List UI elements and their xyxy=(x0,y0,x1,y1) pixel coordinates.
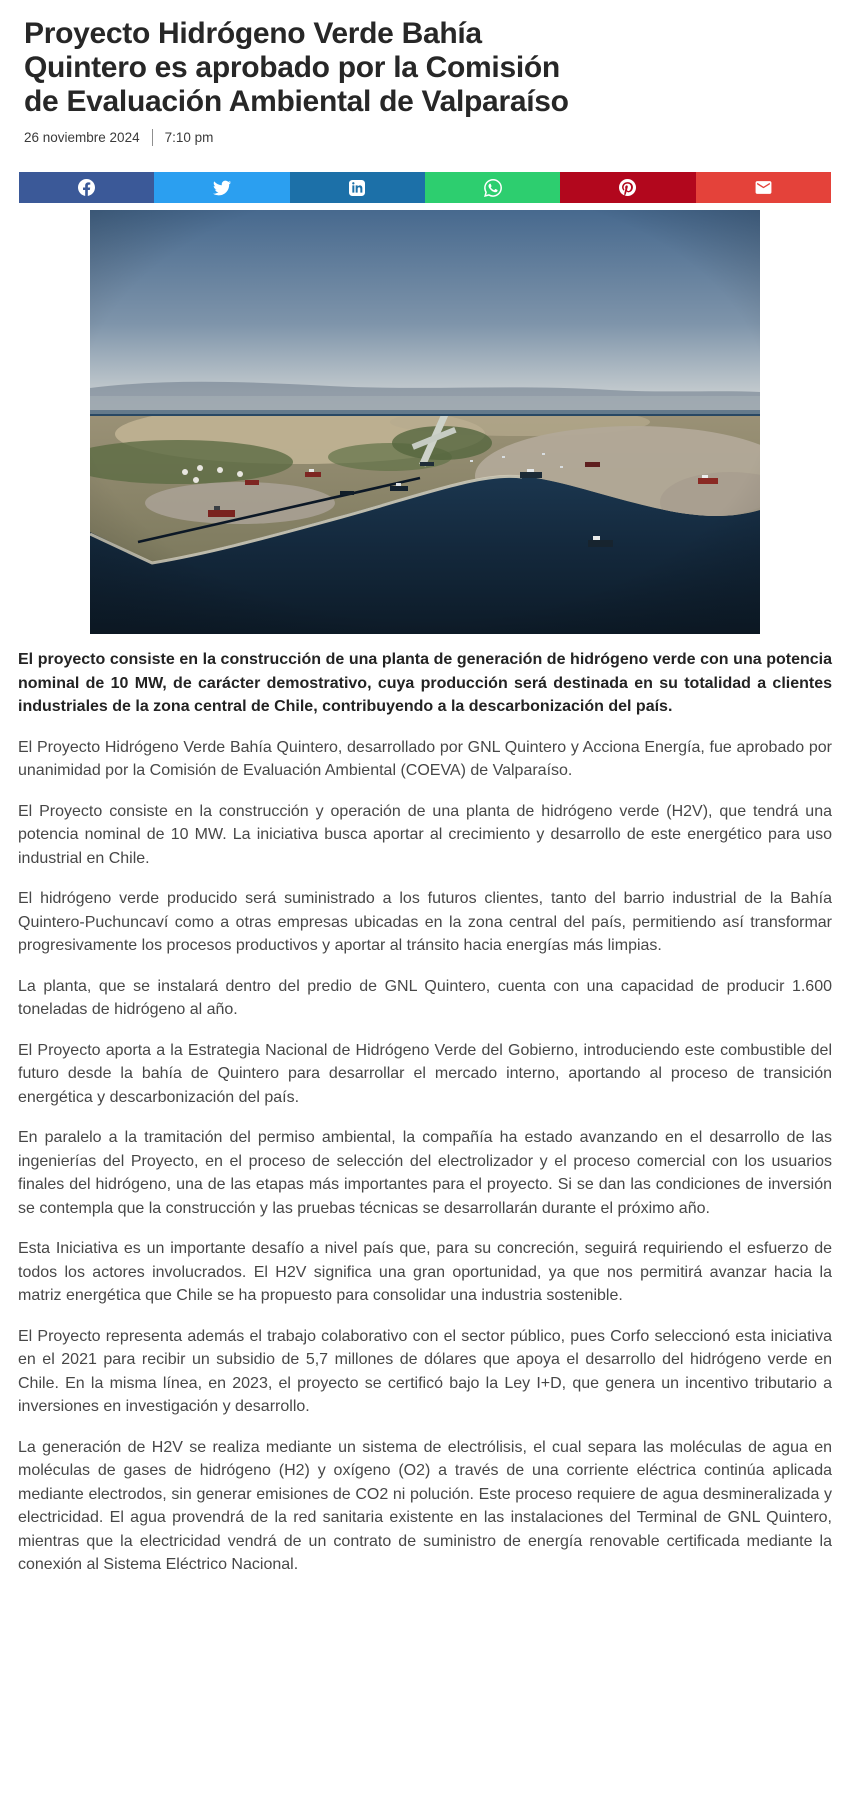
page-title-line: Proyecto Hidrógeno Verde Bahía xyxy=(24,17,482,50)
body-paragraph: El Proyecto consiste en la construcción y operación de una planta de hidrógeno verde (H2V), que tendrá una potencia nominal de 10 MW. La iniciativa busca aportar al crecimiento y desarrollo de este energético para uso industrial en Chile. xyxy=(18,802,832,867)
whatsapp-icon xyxy=(484,179,502,197)
lead-paragraph: El proyecto consiste en la construcción de una planta de generación de hidrógeno verde con una potencia nominal de 10 MW, de carácter demostrativo, cuya producción será destinada en su totalidad a clientes industriales de la zona central de Chile, contribuyendo a la descarbonización del país. xyxy=(18,651,832,715)
linkedin-icon xyxy=(349,180,365,196)
body-paragraph: El Proyecto aporta a la Estrategia Nacional de Hidrógeno Verde del Gobierno, introduciendo este combustible del futuro desde la bahía de Quintero para desarrollar el mercado interno, aportando al proceso de transición energética y descarbonización del país. xyxy=(18,1041,832,1106)
publish-time: 7:10 pm xyxy=(164,130,214,145)
meta-divider xyxy=(152,129,153,146)
body-paragraph: Esta Iniciativa es un importante desafío a nivel país que, para su concreción, seguirá requiriendo el esfuerzo de todos los actores involucrados. El H2V significa una gran oportunidad, ya que nos permitirá avanzar hacia la matriz energética que Chile se ha propuesto para consolidar una industria sostenible. xyxy=(18,1240,832,1304)
photo-vignette xyxy=(90,210,760,634)
page-title-line: Quintero es aprobado por la Comisión xyxy=(24,51,560,84)
publish-date: 26 noviembre 2024 xyxy=(24,130,140,145)
share-buttons-row xyxy=(19,172,831,203)
share-linkedin-button[interactable] xyxy=(290,172,425,203)
body-paragraph: La generación de H2V se realiza mediante un sistema de electrólisis, el cual separa las moléculas de agua en moléculas de gases de hidrógeno (H2) y oxígeno (O2) a través de una corriente eléctrica continúa aplicada mediante electrodos, sin generar emisiones de CO2 ni polución. Este proceso requiere de agua desmineralizada y electricidad. El agua provendrá de la red sanitaria existente en las instalaciones del Terminal de GNL Quintero, mientras que la electricidad vendrá de un contrato de suministro de energía renovable certificada mediante la conexión al Sistema Eléctrico Nacional. xyxy=(18,1438,832,1573)
page-title-line: de Evaluación Ambiental de Valparaíso xyxy=(24,85,569,118)
body-paragraph: El Proyecto representa además el trabajo colaborativo con el sector público, pues Corfo seleccionó esta iniciativa en el 2021 para recibir un subsidio de 5,7 millones de dólares que apoya el desarrollo del hidrógeno verde en Chile. En la misma línea, en 2023, el proyecto se certificó bajo la Ley I+D, que genera un incentivo tributario a inversiones en investigación y desarrollo. xyxy=(18,1327,832,1415)
page-title xyxy=(24,17,832,119)
body-paragraph: El hidrógeno verde producido será suministrado a los futuros clientes, tanto del barrio industrial de la Bahía Quintero-Puchuncaví como a otras empresas ubicadas en la zona central del país, permitiendo así transformar progresivamente los procesos productivos y aportar al tránsito hacia energías más limpias. xyxy=(18,890,832,954)
share-whatsapp-button[interactable] xyxy=(425,172,560,203)
share-twitter-button[interactable] xyxy=(154,172,289,203)
article-image xyxy=(90,210,760,634)
facebook-icon xyxy=(78,179,95,196)
share-pinterest-button[interactable] xyxy=(560,172,695,203)
bay-aerial-photo xyxy=(90,210,760,634)
body-paragraph: En paralelo a la tramitación del permiso ambiental, la compañía ha estado avanzando en el desarrollo de las ingenierías del Proyecto, en el proceso de selección del electrolizador y el proceso comercial con los usuarios finales del hidrógeno, una de las etapas más importantes para el proyecto. Si se dan las condiciones de inversión se contempla que la construcción y las pruebas técnicas se desarrollarán durante el próximo año. xyxy=(18,1129,832,1217)
share-email-button[interactable] xyxy=(696,172,831,203)
body-paragraph: El Proyecto Hidrógeno Verde Bahía Quintero, desarrollado por GNL Quintero y Acciona Energía, fue aprobado por unanimidad por la Comisión de Evaluación Ambiental (COEVA) de Valparaíso. xyxy=(18,738,832,779)
body-paragraph: La planta, que se instalará dentro del predio de GNL Quintero, cuenta con una capacidad de producir 1.600 toneladas de hidrógeno al año. xyxy=(18,977,832,1018)
email-icon xyxy=(754,178,773,197)
pinterest-icon xyxy=(619,179,636,196)
article-meta xyxy=(24,129,832,146)
article-body xyxy=(18,736,832,1577)
share-facebook-button[interactable] xyxy=(19,172,154,203)
twitter-icon xyxy=(213,179,231,197)
